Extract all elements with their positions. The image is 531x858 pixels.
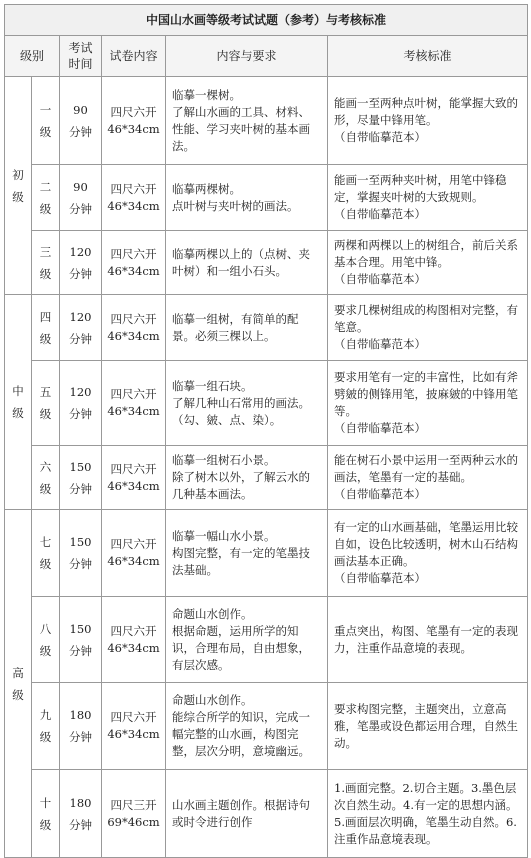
table-row [5,165,528,231]
paper-cell [102,510,166,597]
paper-dimensions: 46*34cm [107,478,160,493]
header-standard: 考核标准 [328,36,528,77]
level-cell: 三 级 [32,231,60,295]
paper-size: 四尺六开 [110,387,157,401]
level-cell: 二 级 [32,165,60,231]
exam-standards-table [4,4,528,858]
table-row [5,231,528,295]
table-row [5,597,528,683]
content-cell: 临摹一组石块。 了解几种山石常用的画法。（勾、皴、点、染）。 [166,361,328,446]
content-cell: 临摹两棵树。 点叶树与夹叶树的画法。 [166,165,328,231]
group-label-beginner: 初 级 [5,77,32,295]
paper-dimensions: 46*34cm [107,554,160,568]
content-cell: 临摹一组树石小景。 除了树木以外，了解云水的几种基本画法。 [166,446,328,510]
time-cell: 120 分钟 [60,295,102,361]
content-cell: 命题山水创作。 根据命题，运用所学的知识，合理布局，自由想象，有层次感。 [166,597,328,683]
table-row [5,361,528,446]
paper-cell [102,231,166,295]
content-cell: 临摹一幅山水小景。 构图完整，有一定的笔墨技法基础。 [166,510,328,597]
paper-size: 四尺六开 [110,710,157,724]
time-cell: 180 分钟 [60,683,102,770]
time-cell: 90 分钟 [60,77,102,165]
paper-cell [102,770,166,858]
paper-size: 四尺三开 [110,797,157,812]
time-cell: 120 分钟 [60,361,102,446]
header-level: 级别 [5,36,60,77]
paper-size: 四尺六开 [110,537,157,551]
level-cell: 四 级 [32,295,60,361]
time-cell: 150 分钟 [60,510,102,597]
group-label-advanced: 高 级 [5,510,32,858]
level-cell: 五 级 [32,361,60,446]
level-cell: 九 级 [32,683,60,770]
level-cell: 一 级 [32,77,60,165]
standard-cell: 1.画面完整。2.切合主题。3.墨色层次自然生动。4.有一定的思想内涵。5.画面层次明确，笔墨生动自然。6.注重作品意境表现。 [328,770,528,858]
paper-size: 四尺六开 [110,311,157,326]
time-cell: 150 分钟 [60,446,102,510]
paper-size: 四尺六开 [110,461,157,476]
content-cell: 命题山水创作。 能综合所学的知识，完成一幅完整的山水画，构图完整，层次分明，意境幽远。 [166,683,328,770]
content-cell: 临摹两棵以上的（点树、夹叶树）和一组小石头。 [166,231,328,295]
paper-dimensions: 46*34cm [107,121,160,136]
standard-cell: 能画一至两种夹叶树，用笔中锋稳定，掌握夹叶树的大致规则。 （自带临摹范本） [328,165,528,231]
header-time: 考试 时间 [60,36,102,77]
time-cell: 120 分钟 [60,231,102,295]
paper-dimensions: 46*34cm [107,727,160,741]
paper-cell [102,446,166,510]
paper-size: 四尺六开 [110,246,157,261]
level-cell: 七 级 [32,510,60,597]
standard-cell: 要求构图完整，主题突出，立意高雅，笔墨或设色都运用合理，自然生动。 [328,683,528,770]
paper-dimensions: 46*34cm [107,640,160,655]
paper-cell [102,165,166,231]
header-content: 内容与要求 [166,36,328,77]
level-cell: 八 级 [32,597,60,683]
paper-size: 四尺六开 [110,104,157,119]
paper-cell [102,77,166,165]
paper-size: 四尺六开 [110,623,157,638]
paper-dimensions: 69*46cm [107,814,160,829]
paper-dimensions: 46*34cm [107,198,160,213]
header-paper: 试卷内容 [102,36,166,77]
table-row [5,770,528,858]
paper-cell [102,295,166,361]
paper-cell [102,683,166,770]
paper-cell [102,361,166,446]
content-cell: 临摹一组树，有简单的配景。必须三棵以上。 [166,295,328,361]
standard-cell: 能画一至两种点叶树，能掌握大致的形，尽量中锋用笔。 （自带临摹范本） [328,77,528,165]
table-row [5,77,528,165]
standard-cell: 要求几棵树组成的构图相对完整，有笔意。 （自带临摹范本） [328,295,528,361]
group-label-intermediate: 中 级 [5,295,32,510]
table-row [5,683,528,770]
table-row [5,446,528,510]
paper-dimensions: 46*34cm [107,404,160,418]
paper-dimensions: 46*34cm [107,263,160,278]
time-cell: 150 分钟 [60,597,102,683]
level-cell: 六 级 [32,446,60,510]
level-cell: 十 级 [32,770,60,858]
standard-cell: 有一定的山水画基础，笔墨运用比较自如，设色比较透明，树木山石结构画法基本正确。 （自带临摹范本） [328,510,528,597]
paper-dimensions: 46*34cm [107,328,160,343]
standard-cell: 能在树石小景中运用一至两种云水的画法，笔墨有一定的基础。 （自带临摹范本） [328,446,528,510]
table-row [5,295,528,361]
table-row [5,510,528,597]
paper-size: 四尺六开 [110,181,157,196]
standard-cell: 重点突出，构图、笔墨有一定的表现力，注重作品意境的表现。 [328,597,528,683]
paper-cell [102,597,166,683]
content-cell: 临摹一棵树。 了解山水画的工具、材料、性能、学习夹叶树的基本画法。 [166,77,328,165]
standard-cell: 要求用笔有一定的丰富性，比如有斧劈皴的侧锋用笔，披麻皴的中锋用笔等。 （自带临摹范本） [328,361,528,446]
standard-cell: 两棵和两棵以上的树组合，前后关系基本合理。用笔中锋。 （自带临摹范本） [328,231,528,295]
content-cell: 山水画主题创作。根据诗句或时令进行创作 [166,770,328,858]
time-cell: 90 分钟 [60,165,102,231]
time-cell: 180 分钟 [60,770,102,858]
table-title: 中国山水画等级考试试题（参考）与考核标准 [5,5,528,36]
